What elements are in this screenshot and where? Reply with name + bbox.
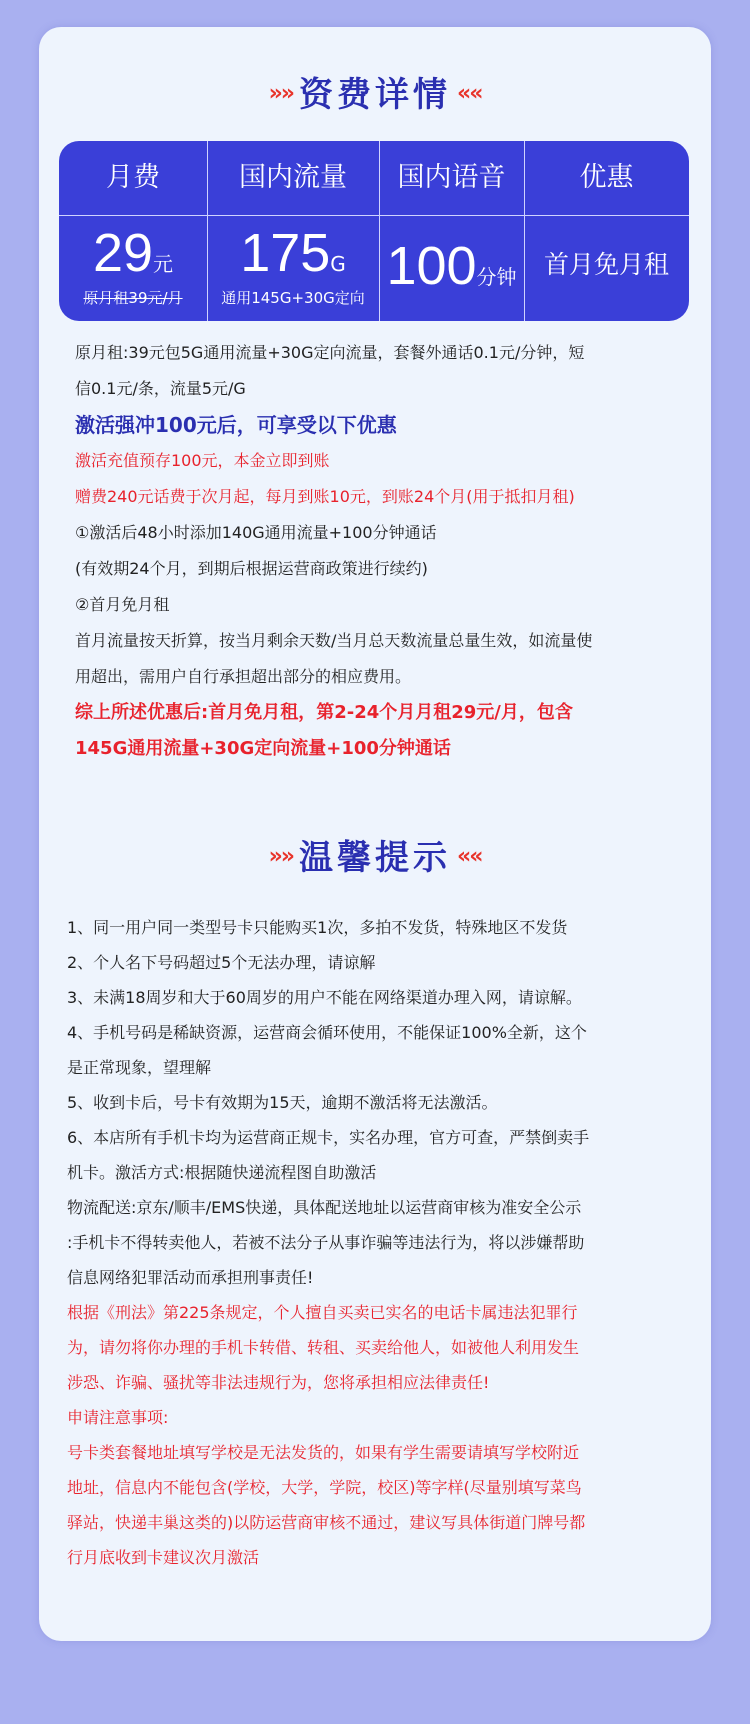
benefit-1-note: (有效期24个月，到期后根据运营商政策进行续约) (75, 559, 428, 578)
data-detail: 通用145G+30G定向 (221, 289, 365, 307)
original-plan-line: 原月租:39元包5G通用流量+30G定向流量，套餐外通话0.1元/分钟，短 (75, 343, 585, 362)
summary-line-2: 145G通用流量+30G定向流量+100分钟通话 (75, 738, 451, 759)
gift-note: 赠费240元话费于次月起，每月到账10元，到账24个月(用于抵扣月租) (75, 487, 575, 506)
apply-heading: 申请注意事项: (67, 1408, 169, 1427)
chevron-left-icon: «« (457, 80, 482, 106)
apply-line: 驿站，快递丰巢这类的)以防运营商审核不通过，建议写具体街道门牌号都 (67, 1513, 586, 1532)
tariff-details (75, 335, 685, 767)
data-value: 175G (240, 223, 346, 283)
first-month-note-2: 用超出，需用户自行承担超出部分的相应费用。 (75, 667, 412, 686)
tariff-section-title (39, 67, 711, 116)
first-month-note: 首月流量按天折算，按当月剩余天数/当月总天数流量总量生效，如流量使 (75, 631, 593, 650)
tip-item: :手机卡不得转卖他人，若被不法分子从事诈骗等违法行为，将以涉嫌帮助 (67, 1233, 585, 1252)
benefit-1: ①激活后48小时添加140G通用流量+100分钟通话 (75, 523, 437, 542)
summary-line-1: 综上所述优惠后:首月免月租，第2-24个月月租29元/月，包含 (75, 702, 573, 723)
activate-heading: 激活强冲100元后，可享受以下优惠 (75, 413, 397, 437)
tip-item: 1、同一用户同一类型号卡只能购买1次，多拍不发货，特殊地区不发货 (67, 918, 568, 937)
header-monthly-fee: 月费 (106, 162, 160, 193)
apply-line: 地址，信息内不能包含(学校，大学，学院，校区)等字样(尽量别填写菜鸟 (67, 1478, 582, 1497)
tariff-title-text: 资费详情 (299, 75, 451, 115)
chevron-left-icon: «« (457, 843, 482, 869)
monthly-fee-value: 29元 (92, 223, 174, 283)
tip-item: 是正常现象，望理解 (67, 1058, 212, 1077)
tips-list (67, 910, 687, 1575)
chevron-right-icon: »» (268, 80, 293, 106)
tip-item: 6、本店所有手机卡均为运营商正规卡，实名办理，官方可查，严禁倒卖手 (67, 1128, 590, 1147)
tips-section-title (39, 830, 711, 879)
legal-line: 为，请勿将你办理的手机卡转借、转租、买卖给他人，如被他人利用发生 (67, 1338, 580, 1357)
tariff-table (59, 141, 689, 321)
tip-item: 5、收到卡后，号卡有效期为15天，逾期不激活将无法激活。 (67, 1093, 498, 1112)
content-card (39, 27, 711, 1641)
voice-value: 100分钟 (386, 236, 517, 296)
tip-item: 机卡。激活方式:根据随快递流程图自助激活 (67, 1163, 377, 1182)
header-domestic-data: 国内流量 (239, 162, 347, 193)
tip-item: 4、手机号码是稀缺资源，运营商会循环使用，不能保证100%全新，这个 (67, 1023, 587, 1042)
header-domestic-voice: 国内语音 (397, 162, 506, 193)
legal-line: 涉恐、诈骗、骚扰等非法违规行为，您将承担相应法律责任! (67, 1373, 490, 1392)
header-promotion: 优惠 (579, 162, 634, 193)
recharge-note: 激活充值预存100元，本金立即到账 (75, 451, 330, 470)
original-plan-line-2: 信0.1元/条，流量5元/G (75, 379, 246, 398)
tip-item: 物流配送:京东/顺丰/EMS快递，具体配送地址以运营商审核为准安全公示 (67, 1198, 582, 1217)
tip-item: 信息网络犯罪活动而承担刑事责任! (67, 1268, 314, 1287)
tip-item: 3、未满18周岁和大于60周岁的用户不能在网络渠道办理入网，请谅解。 (67, 988, 582, 1007)
tips-title-text: 温馨提示 (299, 838, 451, 878)
apply-line: 号卡类套餐地址填写学校是无法发货的，如果有学生需要请填写学校附近 (67, 1443, 580, 1462)
chevron-right-icon: »» (268, 843, 293, 869)
tip-item: 2、个人名下号码超过5个无法办理，请谅解 (67, 953, 376, 972)
promo-text: 首月免月租 (543, 250, 669, 279)
legal-line: 根据《刑法》第225条规定，个人擅自买卖已实名的电话卡属违法犯罪行 (67, 1303, 578, 1322)
benefit-2: ②首月免月租 (75, 595, 170, 614)
apply-line: 行月底收到卡建议次月激活 (67, 1548, 260, 1567)
original-fee: 原月租39元/月 (83, 289, 183, 307)
